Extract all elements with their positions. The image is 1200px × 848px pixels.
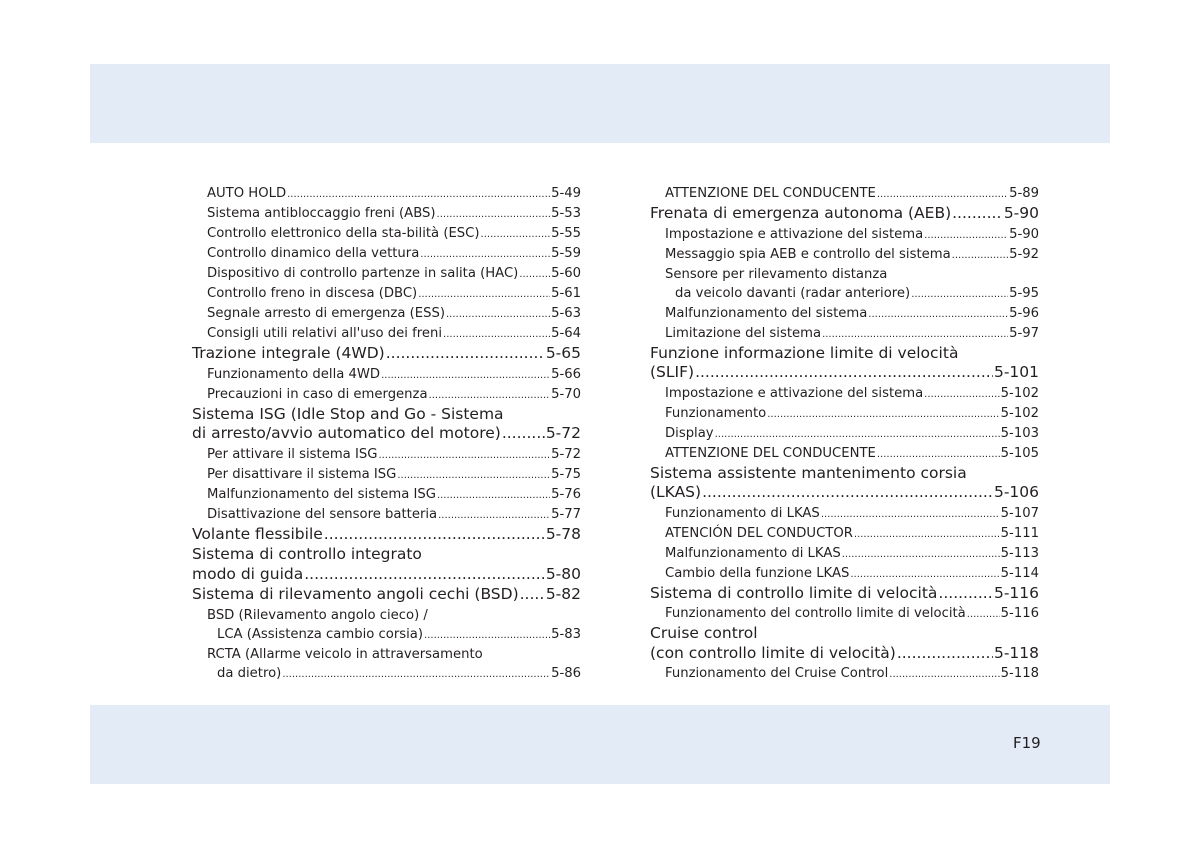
toc-entry-line — [207, 324, 581, 344]
dot-leader — [868, 305, 1008, 324]
toc-page-ref: 5-66 — [551, 366, 581, 382]
toc-subsection-entry — [192, 264, 581, 284]
toc-entry-line — [665, 284, 1039, 304]
toc-entry-line — [650, 584, 1039, 605]
toc-entry-line — [650, 204, 1039, 225]
dot-leader — [438, 506, 550, 525]
toc-entry-title: Per attivare il sistema ISG — [207, 446, 378, 462]
dot-leader — [424, 626, 550, 645]
toc-page-ref: 5-105 — [1000, 445, 1039, 461]
toc-page-ref: 5-95 — [1009, 285, 1039, 301]
toc-subsection-entry — [192, 324, 581, 344]
toc-entry-line — [650, 644, 1039, 665]
toc-entry-line — [207, 284, 581, 304]
toc-section-entry — [192, 545, 581, 585]
toc-entry-line — [207, 664, 581, 684]
toc-right-column — [650, 184, 1039, 684]
toc-entry-title: Malfunzionamento di LKAS — [665, 545, 841, 561]
toc-page-ref: 5-118 — [1000, 666, 1039, 681]
toc-entry-title: Cruise control — [650, 624, 758, 642]
toc-entry-title: Limitazione del sistema — [665, 325, 822, 341]
toc-entry-line — [665, 265, 1039, 284]
toc-subsection-entry — [650, 564, 1039, 584]
toc-entry-title: Sistema assistente mantenimento corsia — [650, 463, 967, 482]
toc-subsection-entry — [192, 224, 581, 244]
dot-leader — [446, 305, 550, 324]
dot-leader — [952, 204, 1003, 225]
toc-entry-title: Cambio della funzione LKAS — [665, 565, 850, 581]
toc-entry-line — [207, 606, 581, 625]
toc-entry-title: Sistema ISG (Idle Stop and Go - Sistema — [192, 404, 504, 423]
toc-left-column — [192, 184, 581, 684]
toc-page-ref: 5-49 — [551, 186, 581, 201]
toc-page-ref: 5-83 — [551, 626, 581, 642]
toc-page-ref: 5-78 — [545, 524, 581, 543]
toc-entry-title: Controllo dinamico della vettura — [207, 246, 420, 261]
dot-leader — [695, 363, 993, 384]
toc-subsection-entry — [650, 424, 1039, 444]
toc-entry-line — [665, 245, 1039, 265]
toc-page-ref: 5-90 — [1003, 204, 1039, 222]
toc-subsection-entry — [192, 304, 581, 324]
toc-page-ref: 5-76 — [551, 486, 581, 502]
toc-entry-line — [207, 625, 581, 645]
dot-leader — [850, 565, 999, 584]
toc-entry-line — [207, 385, 581, 405]
toc-entry-line — [192, 545, 581, 565]
toc-entry-line — [650, 363, 1039, 384]
dot-leader — [420, 245, 550, 264]
toc-subsection-entry — [650, 404, 1039, 424]
dot-leader — [924, 226, 1008, 245]
dot-leader — [842, 545, 1000, 564]
toc-entry-line — [665, 404, 1039, 424]
toc-subsection-entry — [192, 645, 581, 684]
toc-page-ref: 5-116 — [1000, 606, 1039, 621]
toc-entry-line — [207, 645, 581, 664]
toc-entry-title: BSD (Rilevamento angolo cieco) / — [207, 607, 428, 623]
toc-page-ref: 5-60 — [551, 266, 581, 281]
toc-subsection-entry — [650, 504, 1039, 524]
dot-leader — [437, 205, 551, 224]
toc-entry-title: Sistema di controllo integrato — [192, 545, 422, 563]
toc-subsection-entry — [650, 444, 1039, 464]
toc-page-ref: 5-63 — [551, 306, 581, 321]
toc-entry-line — [207, 224, 581, 244]
toc-entry-line — [665, 604, 1039, 624]
toc-section-entry — [650, 204, 1039, 225]
dot-leader — [520, 585, 545, 606]
dot-leader — [481, 225, 551, 244]
toc-entry-line — [207, 264, 581, 284]
dot-leader — [324, 525, 545, 546]
toc-page-ref: 5-114 — [1000, 565, 1039, 581]
dot-leader — [418, 285, 550, 304]
toc-page-ref: 5-72 — [545, 424, 581, 442]
toc-subsection-entry — [650, 184, 1039, 204]
toc-page-ref: 5-102 — [1000, 385, 1039, 401]
toc-entry-title: (LKAS) — [650, 483, 702, 501]
toc-subsection-entry — [192, 465, 581, 485]
dot-leader — [381, 366, 550, 385]
toc-entry-line — [192, 405, 581, 425]
dot-leader — [967, 605, 1000, 624]
dot-leader — [938, 584, 993, 605]
toc-entry-title: Sistema di controllo limite di velocità — [650, 583, 938, 602]
dot-leader — [287, 185, 550, 204]
toc-section-entry — [192, 585, 581, 606]
toc-entry-title: Segnale arresto di emergenza (ESS) — [207, 306, 445, 321]
toc-entry-title: Funzionamento della 4WD — [207, 366, 381, 382]
toc-subsection-entry — [650, 544, 1039, 564]
toc-section-entry — [650, 584, 1039, 605]
toc-page-ref: 5-113 — [1000, 545, 1039, 561]
footer-band — [90, 705, 1110, 784]
toc-entry-line — [207, 184, 581, 204]
dot-leader — [702, 483, 993, 504]
toc-entry-title: Trazione integrale (4WD) — [192, 344, 385, 362]
toc-page-ref: 5-77 — [551, 506, 581, 522]
toc-page-ref: 5-70 — [551, 386, 581, 402]
toc-entry-line — [192, 585, 581, 606]
toc-entry-title: modo di guida — [192, 564, 304, 583]
toc-subsection-entry — [192, 385, 581, 405]
toc-entry-line — [665, 324, 1039, 344]
toc-page-ref: 5-75 — [551, 466, 581, 482]
dot-leader — [889, 665, 999, 684]
toc-section-entry — [192, 405, 581, 445]
toc-page-ref: 5-64 — [551, 326, 581, 341]
toc-entry-title: Sistema antibloccaggio freni (ABS) — [207, 206, 436, 221]
toc-entry-title: Funzionamento del Cruise Control — [665, 666, 889, 681]
toc-entry-title: Consigli utili relativi all'uso dei freni — [207, 326, 443, 341]
toc-subsection-entry — [650, 225, 1039, 245]
toc-entry-title: Frenata di emergenza autonoma (AEB) — [650, 204, 952, 222]
page-number: F19 — [1013, 734, 1041, 752]
toc-entry-line — [665, 664, 1039, 684]
toc-entry-title: Controllo elettronico della sta-bilità (ESC) — [207, 226, 480, 241]
toc-page-ref: 5-53 — [551, 206, 581, 221]
toc-section-entry — [192, 525, 581, 546]
toc-entry-title: Disattivazione del sensore batteria — [207, 506, 438, 522]
dot-leader — [822, 325, 1008, 344]
dot-leader — [397, 466, 550, 485]
toc-entry-title: Funzionamento di LKAS — [665, 505, 820, 521]
toc-entry-line — [665, 225, 1039, 245]
toc-page-ref: 5-61 — [551, 286, 581, 301]
toc-entry-title: Malfunzionamento del sistema — [665, 305, 868, 321]
toc-subsection-entry — [192, 365, 581, 385]
toc-entry-title: Funzionamento — [665, 405, 767, 421]
dot-leader — [502, 424, 545, 445]
toc-entry-line — [650, 483, 1039, 504]
toc-entry-title: LCA (Assistenza cambio corsia) — [217, 626, 424, 642]
toc-entry-title: (con controllo limite di velocità) — [650, 643, 896, 662]
toc-page-ref: 5-97 — [1009, 325, 1039, 341]
toc-entry-title: Messaggio spia AEB e controllo del sistema — [665, 246, 951, 262]
dot-leader — [854, 525, 1000, 544]
toc-subsection-entry — [192, 184, 581, 204]
toc-subsection-entry — [650, 265, 1039, 304]
toc-page-ref: 5-90 — [1009, 226, 1039, 242]
toc-entry-line — [665, 564, 1039, 584]
toc-entry-line — [207, 244, 581, 264]
toc-entry-line — [650, 624, 1039, 644]
dot-leader — [386, 344, 545, 365]
toc-subsection-entry — [650, 304, 1039, 324]
toc-page-ref: 5-106 — [993, 483, 1039, 501]
toc-entry-title: Sensore per rilevamento distanza — [665, 266, 888, 282]
toc-entry-title: RCTA (Allarme veicolo in attraversamento — [207, 646, 483, 662]
dot-leader — [897, 644, 993, 665]
toc-entry-line — [192, 344, 581, 365]
toc-entry-line — [207, 365, 581, 385]
toc-page-ref: 5-59 — [551, 246, 581, 261]
toc-page-ref: 5-82 — [545, 585, 581, 603]
toc-page-ref: 5-102 — [1000, 405, 1039, 421]
toc-subsection-entry — [650, 245, 1039, 265]
toc-entry-line — [665, 504, 1039, 524]
dot-leader — [877, 445, 1000, 464]
dot-leader — [429, 386, 551, 405]
dot-leader — [282, 665, 550, 684]
toc-entry-title: ATENCIÓN DEL CONDUCTOR — [665, 525, 853, 541]
toc-entry-line — [665, 304, 1039, 324]
toc-subsection-entry — [192, 284, 581, 304]
toc-entry-line — [207, 465, 581, 485]
toc-subsection-entry — [192, 505, 581, 525]
toc-entry-title: Impostazione e attivazione del sistema — [665, 385, 924, 401]
header-band — [90, 64, 1110, 143]
toc-section-entry — [650, 344, 1039, 384]
toc-entry-title: Funzione informazione limite di velocità — [650, 343, 959, 362]
toc-entry-title: Malfunzionamento del sistema ISG — [207, 486, 436, 502]
toc-entry-title: Per disattivare il sistema ISG — [207, 466, 397, 482]
toc-page-ref: 5-118 — [993, 643, 1039, 662]
toc-subsection-entry — [650, 384, 1039, 404]
toc-page-ref: 5-103 — [1000, 425, 1039, 441]
toc-subsection-entry — [192, 485, 581, 505]
toc-page-ref: 5-86 — [551, 665, 581, 681]
toc-entry-line — [665, 544, 1039, 564]
toc-entry-line — [650, 464, 1039, 484]
dot-leader — [952, 246, 1008, 265]
toc-page-ref: 5-80 — [545, 564, 581, 583]
toc-entry-title: da dietro) — [217, 665, 282, 681]
toc-page-ref: 5-89 — [1009, 186, 1039, 201]
toc-subsection-entry — [650, 664, 1039, 684]
toc-entry-title: di arresto/avvio automatico del motore) — [192, 424, 501, 442]
toc-entry-title: (SLIF) — [650, 363, 695, 381]
toc-subsection-entry — [650, 604, 1039, 624]
toc-subsection-entry — [192, 244, 581, 264]
toc-entry-line — [665, 384, 1039, 404]
dot-leader — [767, 405, 999, 424]
toc-entry-line — [665, 444, 1039, 464]
dot-leader — [821, 505, 1000, 524]
toc-section-entry — [650, 464, 1039, 504]
toc-entry-title: Dispositivo di controllo partenze in salita (HAC) — [207, 266, 519, 281]
dot-leader — [378, 446, 550, 465]
toc-entry-title: Display — [665, 425, 714, 441]
toc-page-ref: 5-96 — [1009, 305, 1039, 321]
toc-section-entry — [192, 344, 581, 365]
dot-leader — [437, 486, 550, 505]
toc-subsection-entry — [192, 445, 581, 465]
toc-entry-title: AUTO HOLD — [207, 186, 287, 201]
dot-leader — [443, 325, 550, 344]
toc-entry-title: Funzionamento del controllo limite di velocità — [665, 606, 966, 621]
toc-entry-title: ATTENZIONE DEL CONDUCENTE — [665, 445, 876, 461]
toc-subsection-entry — [192, 606, 581, 645]
toc-page-ref: 5-116 — [993, 583, 1039, 602]
toc-subsection-entry — [650, 524, 1039, 544]
toc-page-ref: 5-72 — [551, 446, 581, 462]
dot-leader — [715, 425, 1000, 444]
toc-entry-title: Precauzioni in caso di emergenza — [207, 386, 428, 402]
toc-page-ref: 5-101 — [993, 363, 1039, 381]
toc-entry-line — [665, 524, 1039, 544]
toc-entry-line — [665, 424, 1039, 444]
dot-leader — [877, 185, 1008, 204]
toc-entry-line — [207, 505, 581, 525]
toc-section-entry — [650, 624, 1039, 664]
dot-leader — [519, 265, 550, 284]
toc-entry-title: Impostazione e attivazione del sistema — [665, 226, 924, 242]
toc-entry-title: Volante flessibile — [192, 524, 323, 543]
toc-entry-line — [192, 424, 581, 445]
toc-entry-line — [207, 485, 581, 505]
toc-entry-line — [665, 184, 1039, 204]
dot-leader — [911, 285, 1008, 304]
toc-page-ref: 5-65 — [545, 344, 581, 362]
dot-leader — [924, 385, 1000, 404]
toc-entry-line — [192, 525, 581, 546]
toc-page-ref: 5-107 — [1000, 505, 1039, 521]
dot-leader — [304, 565, 545, 586]
toc-entry-line — [192, 565, 581, 586]
toc-page-ref: 5-55 — [551, 226, 581, 241]
toc-entry-line — [207, 204, 581, 224]
toc-entry-title: da veicolo davanti (radar anteriore) — [675, 285, 911, 301]
toc-subsection-entry — [192, 204, 581, 224]
toc-entry-line — [207, 304, 581, 324]
toc-subsection-entry — [650, 324, 1039, 344]
toc-entry-title: Sistema di rilevamento angoli cechi (BSD) — [192, 585, 519, 603]
toc-entry-title: ATTENZIONE DEL CONDUCENTE — [665, 186, 876, 201]
toc-entry-title: Controllo freno in discesa (DBC) — [207, 286, 418, 301]
toc-page-ref: 5-92 — [1009, 246, 1039, 262]
toc-page-ref: 5-111 — [1000, 525, 1039, 541]
toc-entry-line — [207, 445, 581, 465]
toc-entry-line — [650, 344, 1039, 364]
